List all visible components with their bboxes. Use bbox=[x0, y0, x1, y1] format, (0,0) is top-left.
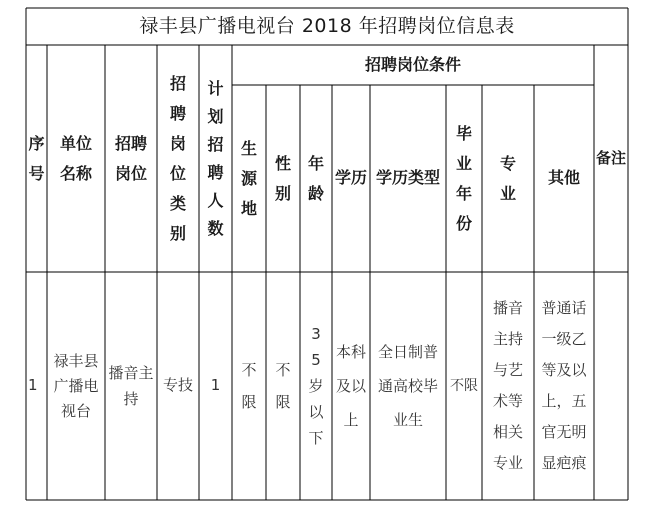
cell-gender: 不限 bbox=[275, 361, 291, 411]
header-education-type: 学历类型 bbox=[375, 168, 440, 188]
cell-grad-year: 不限 bbox=[450, 377, 478, 394]
table-title: 禄丰县广播电视台 2018 年招聘岗位信息表 bbox=[139, 14, 515, 37]
header-plan-count: 计划招聘人数 bbox=[207, 78, 224, 238]
cell-origin: 不限 bbox=[241, 361, 257, 411]
group-header-conditions: 招聘岗位条件 bbox=[364, 54, 461, 74]
header-seq: 序号 bbox=[28, 133, 45, 183]
header-remarks: 备注 bbox=[595, 148, 626, 167]
header-position: 招聘岗位 bbox=[114, 133, 147, 183]
header-age: 年龄 bbox=[307, 153, 324, 203]
cell-unit: 禄丰县广播电视台 bbox=[53, 351, 99, 420]
cell-seq: 1 bbox=[28, 376, 38, 395]
header-major: 专业 bbox=[499, 153, 516, 203]
cell-education: 本科及以上 bbox=[335, 343, 366, 429]
cell-age: 35岁以下 bbox=[308, 325, 324, 447]
cell-education-type: 全日制普通高校毕业生 bbox=[377, 343, 438, 429]
cell-major: 播音主持与艺术等相关专业 bbox=[492, 299, 523, 472]
cell-position-type: 专技 bbox=[162, 376, 193, 395]
header-origin: 生源地 bbox=[240, 138, 257, 218]
cell-other: 普通话一级乙等及以上，五官无明显疤痕 bbox=[541, 299, 587, 472]
header-other: 其他 bbox=[547, 168, 580, 188]
cell-plan-count: 1 bbox=[210, 376, 221, 395]
header-education: 学历 bbox=[334, 168, 367, 188]
header-position-type: 招聘岗位类别 bbox=[169, 73, 186, 243]
header-grad-year: 毕业年份 bbox=[455, 123, 472, 233]
header-unit: 单位名称 bbox=[59, 133, 92, 183]
cell-position: 播音主持 bbox=[108, 364, 154, 408]
header-gender: 性别 bbox=[274, 153, 291, 203]
cell-remarks bbox=[594, 272, 628, 500]
